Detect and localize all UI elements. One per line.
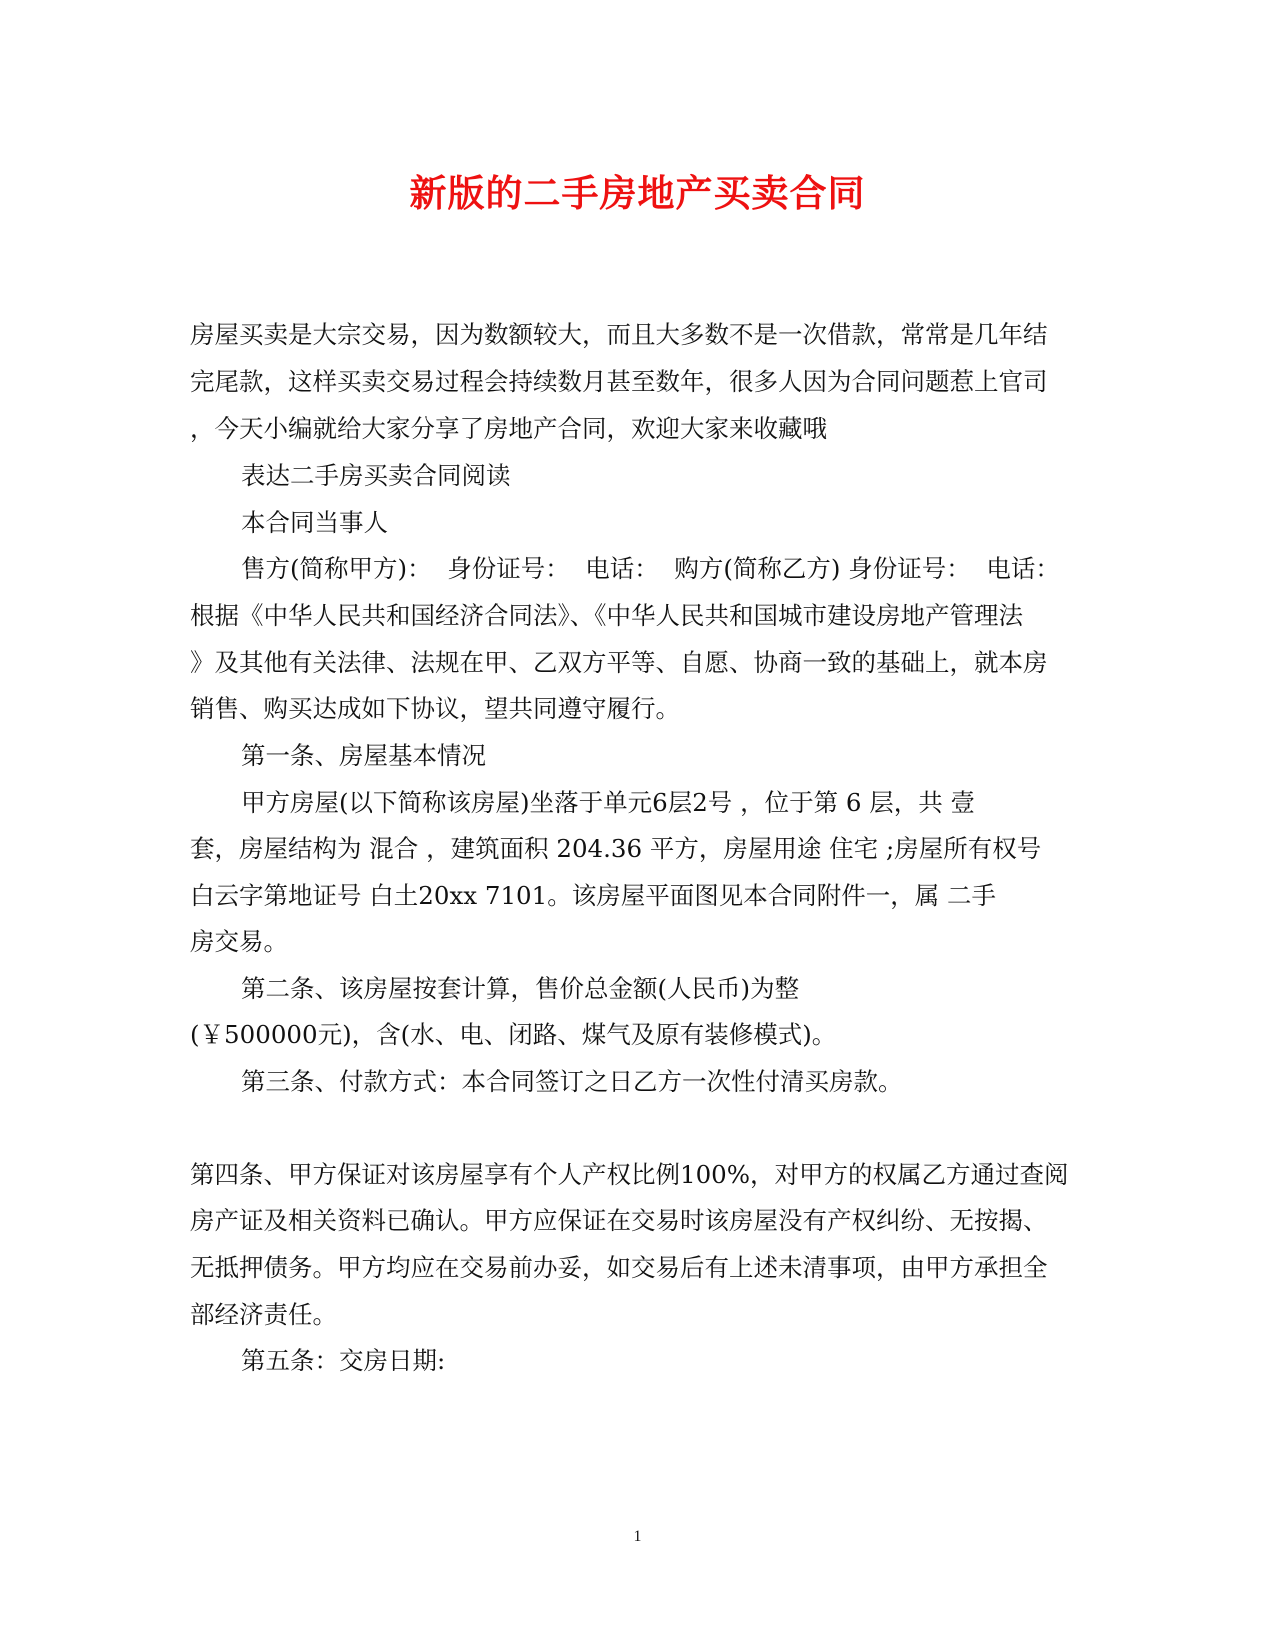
- text-line: (￥500000元)，含(水、电、闭路、煤气及原有装修模式)。: [190, 1020, 837, 1049]
- text-line: ，今天小编就给大家分享了房地产合同，欢迎大家来收藏哦: [190, 414, 827, 443]
- text-line: 表达二手房买卖合同阅读: [241, 461, 511, 490]
- text-line: 第三条、付款方式：本合同签订之日乙方一次性付清买房款。: [241, 1067, 903, 1096]
- text-line: 》及其他有关法律、法规在甲、乙双方平等、自愿、协商一致的基础上，就本房: [190, 648, 1048, 677]
- text-line: 房交易。: [190, 927, 288, 956]
- text-line: 房产证及相关资料已确认。甲方应保证在交易时该房屋没有产权纠纷、无按揭、: [190, 1206, 1048, 1235]
- document-title: 新版的二手房地产买卖合同: [409, 171, 866, 215]
- text-line: 无抵押债务。甲方均应在交易前办妥，如交易后有上述未清事项，由甲方承担全: [190, 1253, 1048, 1282]
- text-line: 售方(简称甲方)： 身份证号： 电话： 购方(简称乙方) 身份证号： 电话：: [241, 554, 1060, 583]
- text-line: 第一条、房屋基本情况: [241, 741, 486, 770]
- text-line: 部经济责任。: [190, 1300, 337, 1329]
- text-line: 套，房屋结构为 混合 ，建筑面积 204.36 平方，房屋用途 住宅 ;房屋所有权号: [190, 834, 1042, 863]
- text-line: 销售、购买达成如下协议，望共同遵守履行。: [190, 694, 680, 723]
- text-line: 白云字第地证号 白土20xx 7101。该房屋平面图见本合同附件一，属 二手: [190, 881, 997, 910]
- text-line: 第五条：交房日期:: [241, 1346, 446, 1375]
- text-line: 甲方房屋(以下简称该房屋)坐落于单元6层2号 ，位于第 6 层，共 壹: [241, 788, 976, 817]
- text-line: 第二条、该房屋按套计算，售价总金额(人民币)为整: [241, 974, 800, 1003]
- text-line: 第四条、甲方保证对该房屋享有个人产权比例100%，对甲方的权属乙方通过查阅: [190, 1160, 1069, 1189]
- text-line: 根据《中华人民共和国经济合同法》、《中华人民共和国城市建设房地产管理法: [190, 601, 1023, 630]
- page-number: 1: [633, 1528, 642, 1545]
- text-line: 房屋买卖是大宗交易，因为数额较大，而且大多数不是一次借款，常常是几年结: [190, 320, 1048, 349]
- text-line: 完尾款，这样买卖交易过程会持续数月甚至数年，很多人因为合同问题惹上官司: [190, 367, 1048, 396]
- text-line: 本合同当事人: [241, 508, 388, 537]
